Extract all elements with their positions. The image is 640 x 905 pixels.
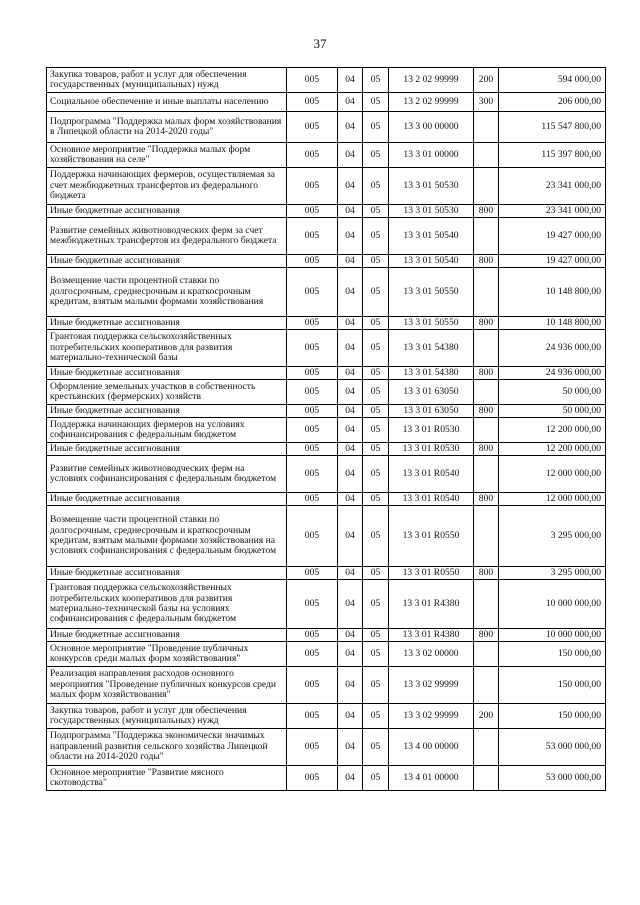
table-row	[47, 766, 606, 791]
row-csr: 13 4 00 00000	[389, 729, 474, 766]
row-pr: 05	[363, 143, 389, 168]
row-sum: 12 000 000,00	[499, 456, 606, 493]
row-vr: 800	[474, 405, 499, 418]
row-name: Иные бюджетные ассигнования	[47, 317, 287, 330]
row-sum: 23 341 000,00	[499, 205, 606, 218]
row-csr: 13 3 01 50540	[389, 218, 474, 255]
row-sum: 50 000,00	[499, 380, 606, 405]
row-pr: 05	[363, 380, 389, 405]
row-name: Закупка товаров, работ и услуг для обеспечения государственных (муниципальных) нужд	[47, 704, 287, 729]
row-pr: 05	[363, 567, 389, 580]
row-csr: 13 3 01 R4380	[389, 629, 474, 642]
row-sum: 10 000 000,00	[499, 629, 606, 642]
table-row	[47, 205, 606, 218]
row-sum: 150 000,00	[499, 704, 606, 729]
row-rz: 04	[338, 456, 363, 493]
row-csr: 13 3 01 R0540	[389, 456, 474, 493]
row-csr: 13 3 01 54380	[389, 367, 474, 380]
row-sum: 23 341 000,00	[499, 168, 606, 205]
row-gr: 005	[287, 330, 338, 367]
row-pr: 05	[363, 68, 389, 93]
row-csr: 13 3 01 54380	[389, 330, 474, 367]
row-pr: 05	[363, 704, 389, 729]
row-sum: 206 000,00	[499, 93, 606, 112]
row-rz: 04	[338, 93, 363, 112]
row-sum: 53 000 000,00	[499, 766, 606, 791]
row-rz: 04	[338, 493, 363, 506]
table-row	[47, 168, 606, 205]
row-sum: 12 200 000,00	[499, 443, 606, 456]
row-sum: 50 000,00	[499, 405, 606, 418]
row-rz: 04	[338, 704, 363, 729]
row-sum: 10 000 000,00	[499, 580, 606, 629]
row-rz: 04	[338, 380, 363, 405]
row-pr: 05	[363, 506, 389, 567]
row-name: Основное мероприятие "Развитие мясного скотоводства"	[47, 766, 287, 791]
row-name: Подпрограмма "Поддержка экономически значимых направлений развития сельского хозяйства Липецкой области на 2014-2020 годы"	[47, 729, 287, 766]
row-pr: 05	[363, 418, 389, 443]
row-csr: 13 3 01 R0530	[389, 418, 474, 443]
row-gr: 005	[287, 168, 338, 205]
row-vr: 800	[474, 367, 499, 380]
row-vr	[474, 729, 499, 766]
table-row	[47, 380, 606, 405]
row-rz: 04	[338, 729, 363, 766]
row-rz: 04	[338, 405, 363, 418]
row-gr: 005	[287, 367, 338, 380]
row-rz: 04	[338, 506, 363, 567]
row-rz: 04	[338, 367, 363, 380]
row-rz: 04	[338, 443, 363, 456]
row-vr: 800	[474, 317, 499, 330]
row-pr: 05	[363, 580, 389, 629]
row-name: Поддержка начинающих фермеров, осуществляемая за счет межбюджетных трансфертов из федерального бюджета	[47, 168, 287, 205]
table-row	[47, 218, 606, 255]
row-rz: 04	[338, 629, 363, 642]
row-pr: 05	[363, 766, 389, 791]
row-gr: 005	[287, 580, 338, 629]
row-rz: 04	[338, 580, 363, 629]
row-vr	[474, 143, 499, 168]
row-name: Подпрограмма "Поддержка малых форм хозяйствования в Липецкой области на 2014-2020 годы"	[47, 112, 287, 143]
row-name: Оформление земельных участков в собственность крестьянских (фермерских) хозяйств	[47, 380, 287, 405]
row-pr: 05	[363, 443, 389, 456]
row-name: Возмещение части процентной ставки по долгосрочным, среднесрочным и краткосрочным кредитам, взятым малыми формами хозяйствования на условиях софинансирования с федеральным бюджетом	[47, 506, 287, 567]
row-gr: 005	[287, 704, 338, 729]
row-gr: 005	[287, 143, 338, 168]
row-name: Грантовая поддержка сельскохозяйственных потребительских кооперативов для развития материально-технической базы	[47, 330, 287, 367]
row-pr: 05	[363, 729, 389, 766]
row-vr	[474, 667, 499, 704]
row-pr: 05	[363, 456, 389, 493]
row-vr	[474, 168, 499, 205]
row-name: Развитие семейных животноводческих ферм за счет межбюджетных трансфертов из федерального бюджета	[47, 218, 287, 255]
row-pr: 05	[363, 330, 389, 367]
row-name: Иные бюджетные ассигнования	[47, 405, 287, 418]
row-csr: 13 3 01 50540	[389, 255, 474, 268]
row-gr: 005	[287, 729, 338, 766]
row-vr: 300	[474, 93, 499, 112]
row-csr: 13 3 01 R0530	[389, 443, 474, 456]
row-vr	[474, 380, 499, 405]
row-vr	[474, 580, 499, 629]
row-pr: 05	[363, 629, 389, 642]
row-pr: 05	[363, 255, 389, 268]
row-vr	[474, 456, 499, 493]
row-gr: 005	[287, 255, 338, 268]
row-vr: 800	[474, 493, 499, 506]
row-csr: 13 3 01 50530	[389, 168, 474, 205]
row-rz: 04	[338, 667, 363, 704]
table-row	[47, 93, 606, 112]
row-name: Основное мероприятие "Поддержка малых форм хозяйствования на селе"	[47, 143, 287, 168]
row-name: Социальное обеспечение и иные выплаты населению	[47, 93, 287, 112]
row-sum: 19 427 000,00	[499, 218, 606, 255]
row-rz: 04	[338, 330, 363, 367]
row-gr: 005	[287, 268, 338, 317]
row-vr	[474, 218, 499, 255]
row-sum: 3 295 000,00	[499, 567, 606, 580]
row-csr: 13 3 02 99999	[389, 667, 474, 704]
row-name: Иные бюджетные ассигнования	[47, 443, 287, 456]
row-name: Иные бюджетные ассигнования	[47, 255, 287, 268]
row-vr	[474, 330, 499, 367]
table-row	[47, 367, 606, 380]
row-name: Иные бюджетные ассигнования	[47, 567, 287, 580]
row-gr: 005	[287, 405, 338, 418]
table-row	[47, 405, 606, 418]
row-name: Закупка товаров, работ и услуг для обеспечения государственных (муниципальных) нужд	[47, 68, 287, 93]
table-row	[47, 443, 606, 456]
row-vr: 800	[474, 205, 499, 218]
row-sum: 150 000,00	[499, 667, 606, 704]
row-name: Иные бюджетные ассигнования	[47, 629, 287, 642]
budget-table	[46, 67, 606, 791]
page-number: 37	[313, 36, 327, 51]
table-row	[47, 667, 606, 704]
table-body	[47, 68, 606, 791]
row-sum: 115 397 800,00	[499, 143, 606, 168]
row-sum: 12 200 000,00	[499, 418, 606, 443]
row-csr: 13 3 02 99999	[389, 704, 474, 729]
row-gr: 005	[287, 418, 338, 443]
row-sum: 53 000 000,00	[499, 729, 606, 766]
row-gr: 005	[287, 68, 338, 93]
row-gr: 005	[287, 112, 338, 143]
row-gr: 005	[287, 642, 338, 667]
row-gr: 005	[287, 93, 338, 112]
table-row	[47, 642, 606, 667]
row-csr: 13 3 01 63050	[389, 405, 474, 418]
row-pr: 05	[363, 493, 389, 506]
table-row	[47, 629, 606, 642]
row-sum: 19 427 000,00	[499, 255, 606, 268]
row-csr: 13 3 00 00000	[389, 112, 474, 143]
row-sum: 24 936 000,00	[499, 367, 606, 380]
row-pr: 05	[363, 93, 389, 112]
row-rz: 04	[338, 766, 363, 791]
row-name: Иные бюджетные ассигнования	[47, 367, 287, 380]
row-rz: 04	[338, 255, 363, 268]
row-csr: 13 2 02 99999	[389, 68, 474, 93]
row-vr: 800	[474, 255, 499, 268]
row-csr: 13 3 01 50550	[389, 268, 474, 317]
row-csr: 13 3 01 00000	[389, 143, 474, 168]
row-pr: 05	[363, 205, 389, 218]
row-gr: 005	[287, 317, 338, 330]
table-row	[47, 317, 606, 330]
row-pr: 05	[363, 168, 389, 205]
row-vr	[474, 418, 499, 443]
row-rz: 04	[338, 567, 363, 580]
table-row	[47, 580, 606, 629]
row-vr	[474, 112, 499, 143]
row-pr: 05	[363, 367, 389, 380]
row-vr	[474, 268, 499, 317]
row-name: Иные бюджетные ассигнования	[47, 493, 287, 506]
row-gr: 005	[287, 456, 338, 493]
row-sum: 12 000 000,00	[499, 493, 606, 506]
table-row	[47, 456, 606, 493]
row-gr: 005	[287, 766, 338, 791]
row-csr: 13 3 01 63050	[389, 380, 474, 405]
row-gr: 005	[287, 205, 338, 218]
row-vr: 200	[474, 68, 499, 93]
row-rz: 04	[338, 168, 363, 205]
table-row	[47, 567, 606, 580]
row-csr: 13 3 01 50530	[389, 205, 474, 218]
row-pr: 05	[363, 405, 389, 418]
row-name: Грантовая поддержка сельскохозяйственных потребительских кооперативов для развития материально-технической базы на условиях софинансирования с федеральным бюджетом	[47, 580, 287, 629]
row-gr: 005	[287, 443, 338, 456]
table-row	[47, 493, 606, 506]
row-name: Иные бюджетные ассигнования	[47, 205, 287, 218]
row-name: Возмещение части процентной ставки по долгосрочным, среднесрочным и краткосрочным кредитам, взятым малыми формами хозяйствования	[47, 268, 287, 317]
row-pr: 05	[363, 218, 389, 255]
row-sum: 10 148 800,00	[499, 268, 606, 317]
row-gr: 005	[287, 629, 338, 642]
row-csr: 13 2 02 99999	[389, 93, 474, 112]
row-gr: 005	[287, 493, 338, 506]
row-sum: 594 000,00	[499, 68, 606, 93]
table-row	[47, 418, 606, 443]
row-vr: 800	[474, 443, 499, 456]
table-row	[47, 506, 606, 567]
table-row	[47, 729, 606, 766]
row-pr: 05	[363, 317, 389, 330]
row-rz: 04	[338, 268, 363, 317]
row-csr: 13 3 01 50550	[389, 317, 474, 330]
row-vr: 800	[474, 567, 499, 580]
table-row	[47, 330, 606, 367]
row-gr: 005	[287, 218, 338, 255]
row-rz: 04	[338, 218, 363, 255]
table-row	[47, 268, 606, 317]
row-csr: 13 4 01 00000	[389, 766, 474, 791]
row-pr: 05	[363, 112, 389, 143]
table-row	[47, 255, 606, 268]
row-gr: 005	[287, 667, 338, 704]
row-vr: 800	[474, 629, 499, 642]
row-sum: 10 148 800,00	[499, 317, 606, 330]
row-gr: 005	[287, 380, 338, 405]
row-rz: 04	[338, 205, 363, 218]
row-sum: 24 936 000,00	[499, 330, 606, 367]
row-vr	[474, 506, 499, 567]
row-sum: 150 000,00	[499, 642, 606, 667]
row-sum: 3 295 000,00	[499, 506, 606, 567]
row-rz: 04	[338, 418, 363, 443]
row-csr: 13 3 01 R0540	[389, 493, 474, 506]
row-vr	[474, 642, 499, 667]
row-name: Поддержка начинающих фермеров на условиях софинансирования с федеральным бюджетом	[47, 418, 287, 443]
row-csr: 13 3 02 00000	[389, 642, 474, 667]
row-rz: 04	[338, 112, 363, 143]
table-row	[47, 68, 606, 93]
row-csr: 13 3 01 R0550	[389, 567, 474, 580]
row-pr: 05	[363, 268, 389, 317]
row-name: Развитие семейных животноводческих ферм на условиях софинансирования с федеральным бюджетом	[47, 456, 287, 493]
row-csr: 13 3 01 R4380	[389, 580, 474, 629]
row-gr: 005	[287, 567, 338, 580]
row-rz: 04	[338, 317, 363, 330]
row-sum: 115 547 800,00	[499, 112, 606, 143]
row-rz: 04	[338, 143, 363, 168]
table-row	[47, 143, 606, 168]
row-vr: 200	[474, 704, 499, 729]
row-csr: 13 3 01 R0550	[389, 506, 474, 567]
table-row	[47, 112, 606, 143]
row-vr	[474, 766, 499, 791]
table-row	[47, 704, 606, 729]
row-pr: 05	[363, 667, 389, 704]
row-rz: 04	[338, 68, 363, 93]
row-pr: 05	[363, 642, 389, 667]
row-name: Основное мероприятие "Проведение публичных конкурсов среди малых форм хозяйствования"	[47, 642, 287, 667]
row-rz: 04	[338, 642, 363, 667]
row-gr: 005	[287, 506, 338, 567]
row-name: Реализация направления расходов основного мероприятия "Проведение публичных конкурсов среди малых форм хозяйствования"	[47, 667, 287, 704]
